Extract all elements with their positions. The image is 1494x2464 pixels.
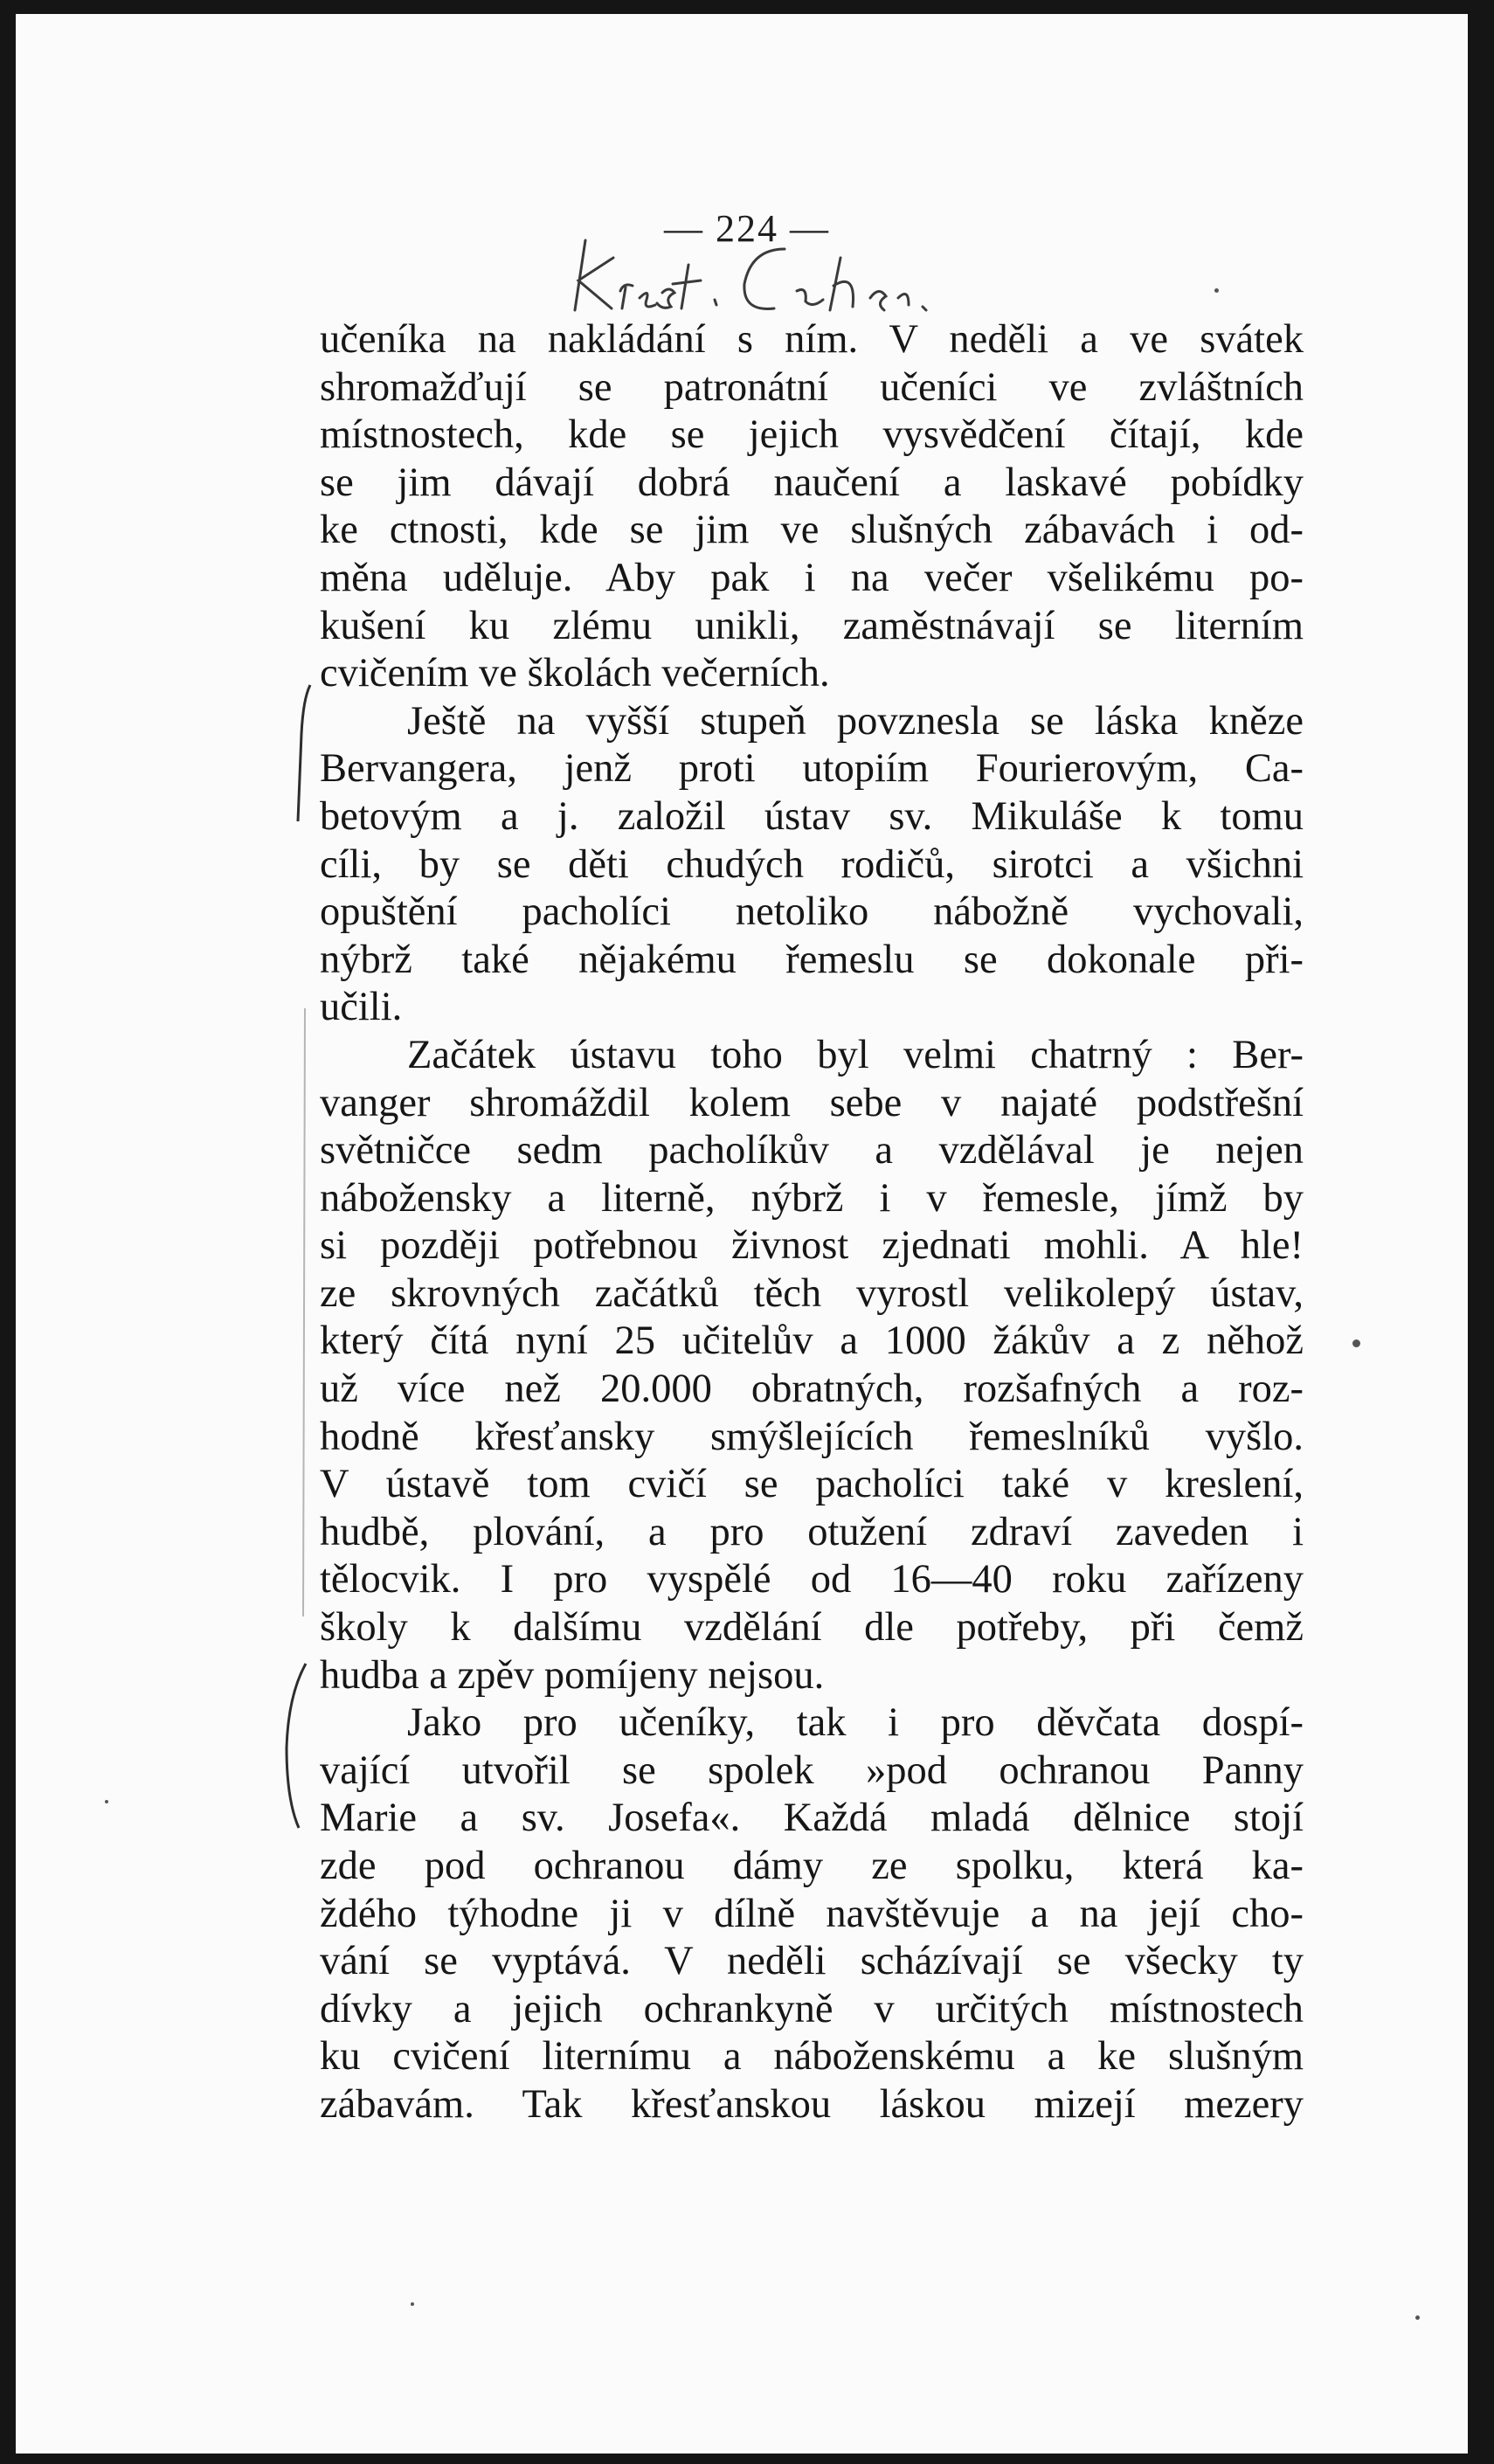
text-line: ždého týhodne ji v dílně navštěvuje a na její cho-	[320, 1891, 1304, 1936]
text-line: ke ctnosti, kde se jim ve slušných zábavách i od-	[320, 508, 1304, 553]
text-line: učili.	[320, 985, 403, 1030]
text-line: vanger shromáždil kolem sebe v najaté podstřešní	[320, 1080, 1304, 1125]
text-line: kušení ku zlému unikli, zaměstnávají se literním	[320, 603, 1304, 648]
text-line: hudbě, plování, a pro otužení zdraví zaveden i	[320, 1509, 1304, 1554]
text-line: V ústavě tom cvičí se pacholíci také v kreslení,	[320, 1462, 1304, 1507]
text-line: cíli, by se děti chudých rodičů, sirotci a všichni	[320, 841, 1304, 887]
text-line: ze skrovných začátků těch vyrostl velikolepý ústav,	[320, 1270, 1304, 1316]
text-line: si později potřebnou živnost zjednati mohli. A hle!	[320, 1223, 1304, 1269]
margin-line-mark	[293, 1005, 319, 1634]
text-line: se jim dávají dobrá naučení a laskavé pobídky	[320, 460, 1304, 505]
scan-speck	[1214, 288, 1219, 293]
text-line: který čítá nyní 25 učitelův a 1000 žákův a z něhož	[320, 1319, 1304, 1364]
text-line: vání se vyptává. V neděli scházívají se všecky ty	[320, 1939, 1304, 1984]
text-line: školy k dalšímu vzdělání dle potřeby, při čemž	[320, 1605, 1304, 1651]
body-text	[320, 316, 1304, 2129]
paragraph	[320, 1032, 1304, 1699]
text-line: hudba a zpěv pomíjeny nejsou.	[320, 1652, 825, 1698]
scan-speck	[105, 1800, 108, 1803]
paragraph	[320, 316, 1304, 698]
text-line: místnostech, kde se jejich vysvědčení čítají, kde	[320, 412, 1304, 458]
text-line: už více než 20.000 obratných, rozšafných a roz-	[320, 1367, 1304, 1412]
text-line: cvičením ve školách večerních.	[320, 651, 830, 696]
text-line: učeníka na nakládání s ním. V neděli a ve svátek	[320, 317, 1304, 362]
text-line: dívky a jejich ochrankyně v určitých místnostech	[320, 1986, 1304, 2031]
text-line: Jako pro učeníky, tak i pro děvčata dospí-	[407, 1700, 1304, 1746]
text-line: shromažďují se patronátní učeníci ve zvláštních	[320, 364, 1304, 410]
text-line: hodně křesťansky smýšlejících řemeslníků vyšlo.	[320, 1414, 1304, 1459]
text-line: zábavám. Tak křesťanskou láskou mizejí mezery	[320, 2081, 1304, 2127]
scan-speck	[1352, 1339, 1360, 1347]
text-line: vající utvořil se spolek »pod ochranou Panny	[320, 1748, 1304, 1793]
scan-speck	[1415, 2315, 1420, 2320]
text-line: světničce sedm pacholíkův a vzdělával je nejen	[320, 1128, 1304, 1173]
text-line: Začátek ústavu toho byl velmi chatrný : Ber-	[407, 1032, 1304, 1077]
text-line: nábožensky a literně, nýbrž i v řemesle, jímž by	[320, 1175, 1304, 1221]
margin-bracket-mark	[273, 1660, 316, 1835]
text-line: zde pod ochranou dámy ze spolku, která ka-	[320, 1844, 1304, 1888]
text-line: Marie a sv. Josefa«. Každá mladá dělnice stojí	[320, 1796, 1304, 1841]
page-number: — 224 —	[664, 207, 830, 250]
text-line: nýbrž také nějakému řemeslu se dokonale při-	[320, 937, 1304, 982]
handwritten-annotation	[559, 223, 1013, 328]
text-line: ku cvičení liternímu a náboženskému a ke slušným	[320, 2034, 1304, 2080]
text-line: Ještě na vyšší stupeň povznesla se láska kněze	[407, 698, 1304, 744]
paragraph	[320, 1699, 1304, 2128]
paragraph	[320, 698, 1304, 1032]
text-line: opuštění pacholíci netoliko nábožně vychovali,	[320, 889, 1304, 935]
text-line: měna uděluje. Aby pak i na večer všelikému po-	[320, 555, 1304, 600]
text-line: tělocvik. I pro vyspělé od 16—40 roku zařízeny	[320, 1557, 1304, 1602]
margin-bracket-mark	[284, 682, 319, 830]
scan-speck	[411, 2302, 414, 2306]
text-line: betovým a j. založil ústav sv. Mikuláše k tomu	[320, 793, 1304, 839]
text-line: Bervangera, jenž proti utopiím Fourierovým, Ca-	[320, 746, 1304, 792]
